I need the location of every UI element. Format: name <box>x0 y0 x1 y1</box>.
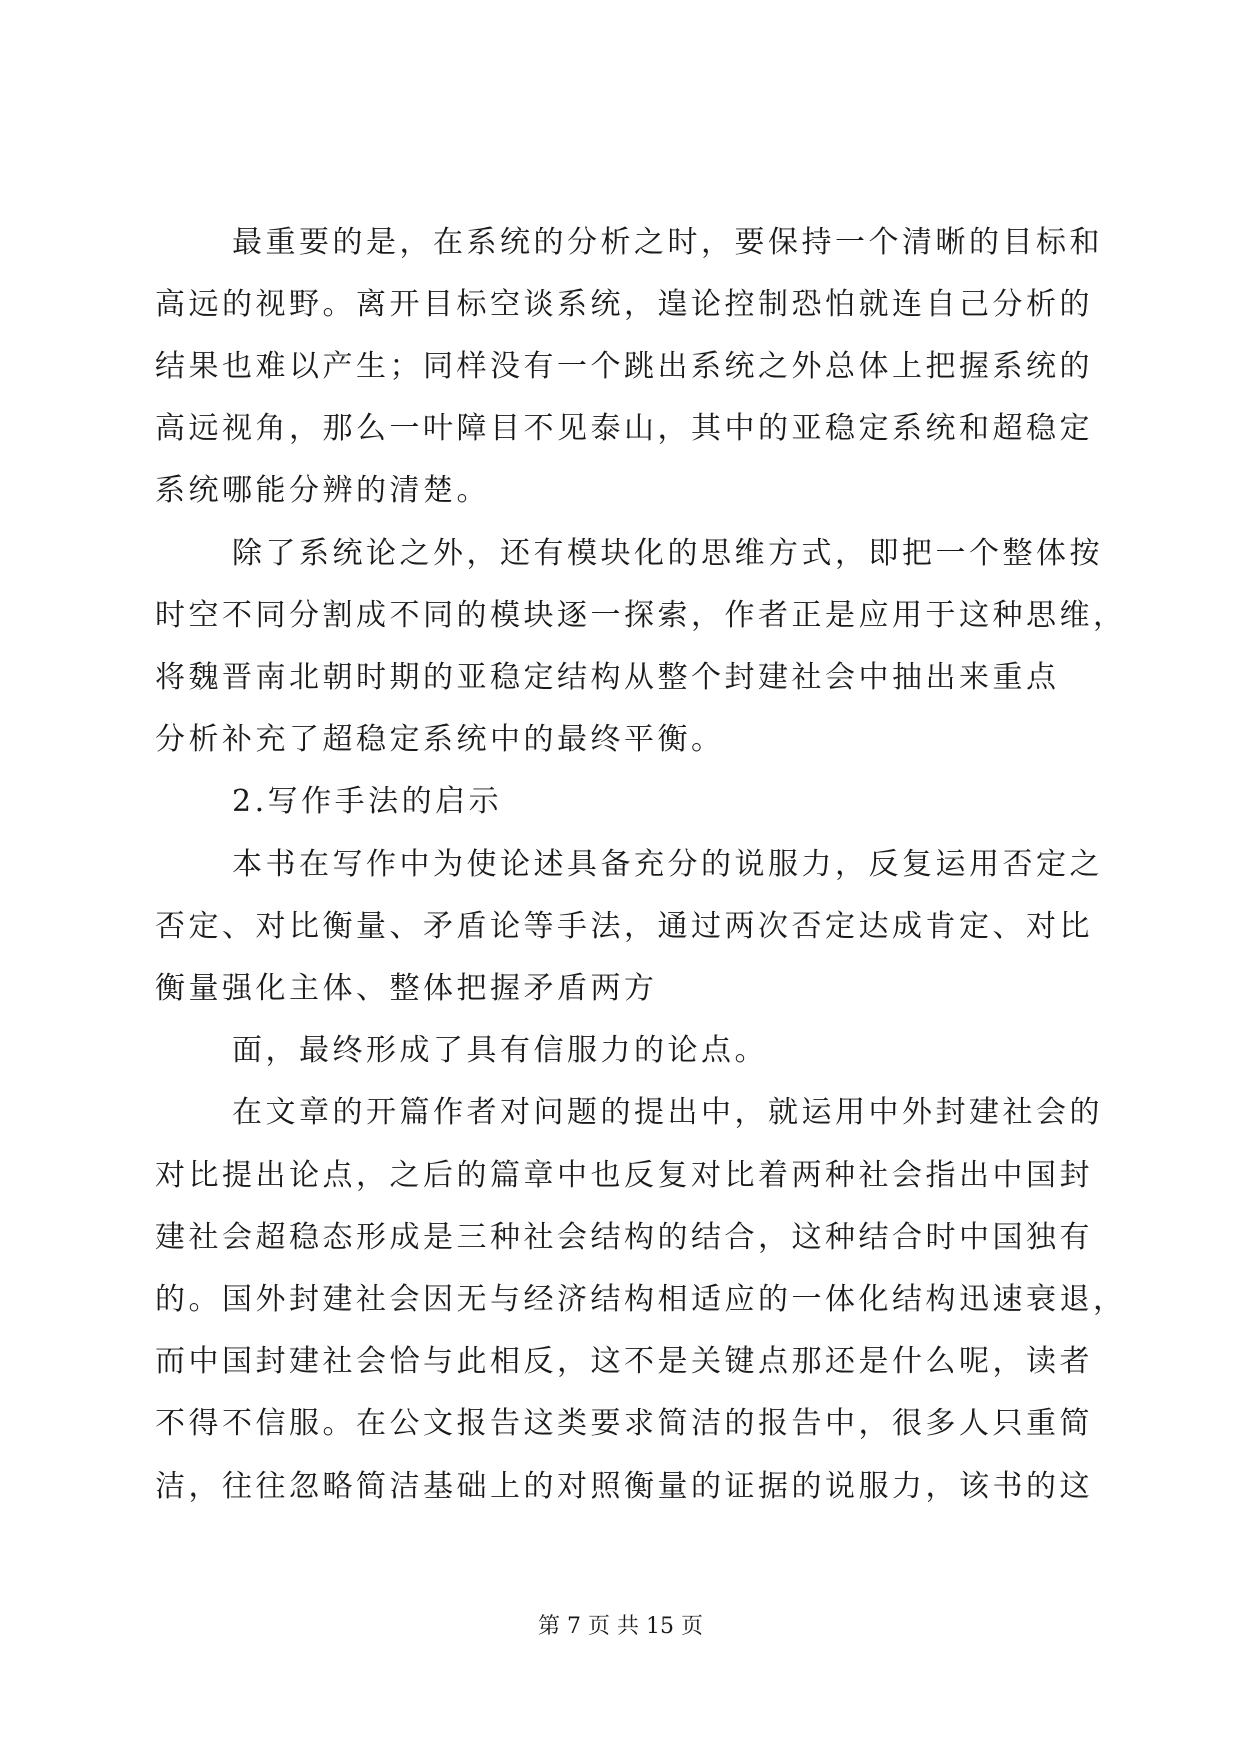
text-line: 高远视角，那么一叶障目不见泰山，其中的亚稳定系统和超稳定 <box>155 411 1093 446</box>
text-line: 洁，往往忽略简洁基础上的对照衡量的证据的说服力，该书的这 <box>155 1469 1093 1504</box>
text-line: 高远的视野。离开目标空谈系统，遑论控制恐怕就连自己分析的 <box>155 287 1093 322</box>
text-line: 在文章的开篇作者对问题的提出中，就运用中外封建社会的 <box>232 1095 1103 1130</box>
text-line: 分析补充了超稳定系统中的最终平衡。 <box>155 722 725 757</box>
section-heading: 2.写作手法的启示 <box>232 784 503 819</box>
text-line: 而中国封建社会恰与此相反，这不是关键点那还是什么呢，读者 <box>155 1344 1093 1379</box>
text-line: 否定、对比衡量、矛盾论等手法，通过两次否定达成肯定、对比 <box>155 909 1093 944</box>
text-line: 时空不同分割成不同的模块逐一探索，作者正是应用于这种思维， <box>155 598 1127 633</box>
text-line: 对比提出论点，之后的篇章中也反复对比着两种社会指出中国封 <box>155 1158 1093 1193</box>
text-line: 的。国外封建社会因无与经济结构相适应的一体化结构迅速衰退， <box>155 1282 1127 1317</box>
text-line: 面，最终形成了具有信服力的论点。 <box>232 1033 768 1068</box>
text-line: 建社会超稳态形成是三种社会结构的结合，这种结合时中国独有 <box>155 1220 1093 1255</box>
text-line: 除了系统论之外，还有模块化的思维方式，即把一个整体按 <box>232 536 1103 571</box>
text-line: 最重要的是，在系统的分析之时，要保持一个清晰的目标和 <box>232 225 1103 260</box>
text-line: 不得不信服。在公文报告这类要求简洁的报告中，很多人只重简 <box>155 1406 1093 1441</box>
text-line: 系统哪能分辨的清楚。 <box>155 473 490 508</box>
text-line: 本书在写作中为使论述具备充分的说服力，反复运用否定之 <box>232 847 1103 882</box>
page-number-footer: 第 7 页 共 15 页 <box>538 1614 703 1639</box>
text-line: 结果也难以产生；同样没有一个跳出系统之外总体上把握系统的 <box>155 349 1093 384</box>
text-line: 将魏晋南北朝时期的亚稳定结构从整个封建社会中抽出来重点 <box>155 660 1060 695</box>
text-line: 衡量强化主体、整体把握矛盾两方 <box>155 971 658 1006</box>
